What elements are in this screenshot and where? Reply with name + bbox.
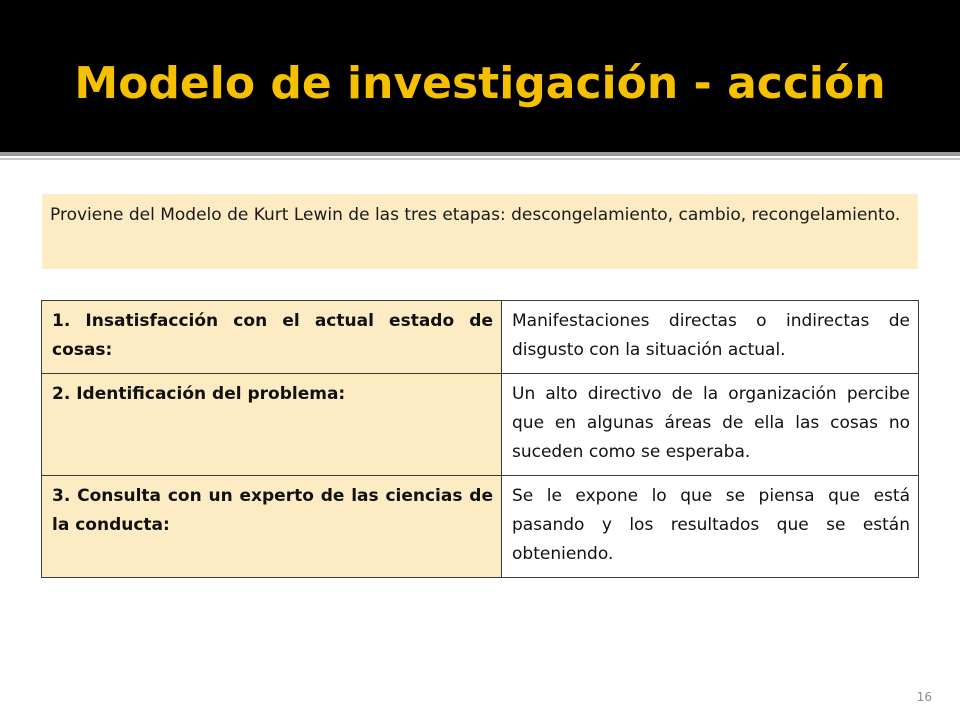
step-description: Un alto directivo de la organización percibe que en algunas áreas de ella las cosas no suceden como se esperaba. <box>502 374 919 476</box>
slide-title: Modelo de investigación - acción <box>74 58 886 109</box>
title-divider <box>0 152 960 156</box>
step-name: 1. Insatisfacción con el actual estado de cosas: <box>42 301 502 374</box>
step-description: Manifestaciones directas o indirectas de disgusto con la situación actual. <box>502 301 919 374</box>
steps-table <box>41 300 919 578</box>
page-number: 16 <box>916 690 932 704</box>
table-row <box>42 476 919 578</box>
title-divider-thin <box>0 158 960 160</box>
table-row <box>42 374 919 476</box>
step-name: 3. Consulta con un experto de las ciencias de la conducta: <box>42 476 502 578</box>
intro-text: Proviene del Modelo de Kurt Lewin de las tres etapas: descongelamiento, cambio, recongelamiento. <box>42 194 918 269</box>
step-name: 2. Identificación del problema: <box>42 374 502 476</box>
table-row <box>42 301 919 374</box>
step-description: Se le expone lo que se piensa que está pasando y los resultados que se están obteniendo. <box>502 476 919 578</box>
